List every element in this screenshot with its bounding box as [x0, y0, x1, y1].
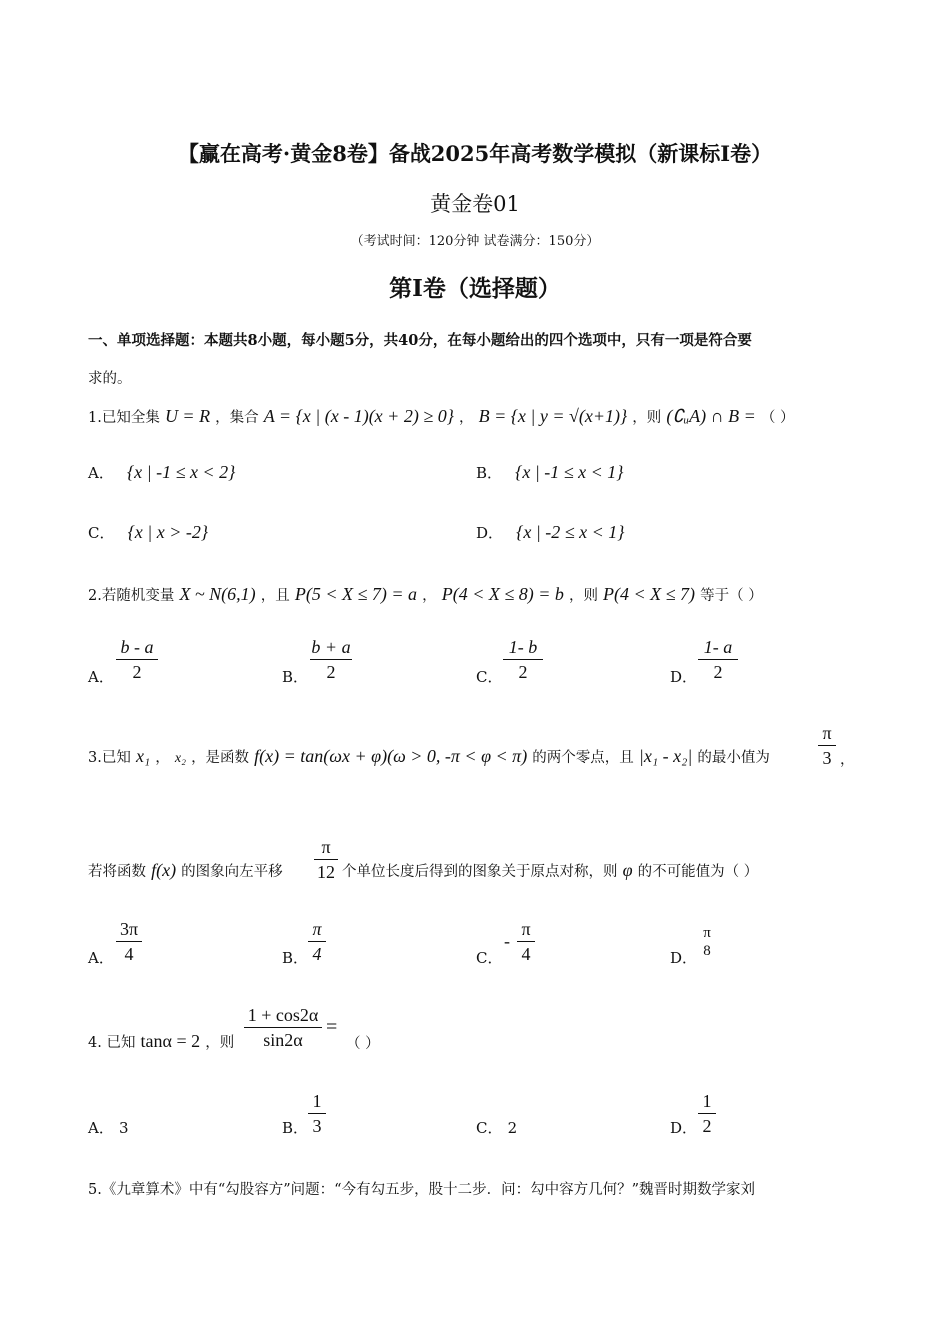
- fraction-denominator: 3: [312, 1116, 322, 1136]
- question-3-line2a: [88, 860, 283, 881]
- fraction-numerator: π: [321, 837, 331, 857]
- q3-x2: x₂: [174, 751, 186, 766]
- instructions-line1: 一、单项选择题：本题共8小题，每小题5分，共40分，在每小题给出的四个选项中，只有一项是符合要: [88, 332, 752, 349]
- fraction-denominator: 3: [822, 748, 832, 768]
- fraction-denominator: 12: [317, 862, 335, 882]
- q2-option-c-label[interactable]: C．: [476, 668, 503, 686]
- q4-equals: =: [326, 1016, 338, 1038]
- q4-option-b-label[interactable]: B．: [282, 1119, 309, 1137]
- q3-fx: f(x): [151, 860, 177, 880]
- question-3-line2b: [342, 860, 758, 881]
- option-label: C．: [88, 524, 115, 542]
- q3-option-a-label[interactable]: A．: [88, 949, 114, 967]
- q4-option-c[interactable]: [476, 1117, 517, 1138]
- option-value: 2: [507, 1119, 518, 1137]
- q1-option-b[interactable]: [476, 462, 623, 483]
- fraction-denominator: 4: [521, 944, 531, 964]
- q1-option-a[interactable]: [88, 462, 235, 483]
- q4-tail: （ ）: [346, 1036, 380, 1052]
- q1-set-b: B = {x | y = √(x+1)}: [478, 406, 628, 426]
- option-value: {x | -1 ≤ x < 1}: [515, 462, 624, 482]
- fraction-numerator: b + a: [311, 637, 351, 657]
- q4-prefix: 4. 已知: [88, 1035, 136, 1051]
- option-value: {x | -1 ≤ x < 2}: [126, 462, 236, 482]
- q2-mid1: ，且: [260, 588, 290, 604]
- paper-title: 【赢在高考·黄金8卷】备战2025年高考数学模拟（新课标I卷）: [177, 141, 773, 166]
- q3-line2-end: 的不可能值为（ ）: [637, 864, 759, 880]
- q3-mid3: 的最小值为: [697, 750, 770, 766]
- q4-fraction: [244, 1004, 322, 1051]
- q3-tail1: ，: [840, 752, 855, 768]
- q3-mid1: ，是函数: [191, 750, 250, 766]
- q2-option-c-fraction: [503, 636, 543, 683]
- fraction-denominator: 2: [132, 662, 142, 682]
- paper-subtitle: 黄金卷01: [430, 192, 520, 216]
- fraction-numerator: 1: [702, 1091, 712, 1111]
- q3-shift-fraction: [314, 836, 338, 883]
- q1-prefix: 1.已知全集: [88, 410, 160, 426]
- q3-line2-mid: 的图象向左平移: [181, 864, 283, 880]
- q4-mid: ，则: [205, 1035, 235, 1051]
- option-label: A．: [88, 1119, 114, 1137]
- q3-line2-prefix: 若将函数: [88, 864, 146, 880]
- q2-option-a-fraction: [116, 636, 158, 683]
- q2-prob-2: P(4 < X ≤ 8) = b: [441, 584, 564, 604]
- fraction-numerator: π: [312, 919, 322, 939]
- q3-option-c-sign: -: [504, 931, 510, 951]
- instructions-line2: 求的。: [88, 371, 132, 387]
- q4-option-d-fraction: [698, 1090, 716, 1137]
- q3-option-b-fraction: [308, 918, 326, 965]
- q2-option-a-label[interactable]: A．: [88, 668, 114, 686]
- q2-mid2: ，则: [568, 588, 598, 604]
- fraction-denominator: 2: [702, 1116, 712, 1136]
- q2-prob-1: P(5 < X ≤ 7) = a: [294, 584, 418, 604]
- fraction-denominator: 2: [713, 662, 723, 682]
- q4-option-a[interactable]: [88, 1117, 128, 1138]
- q1-option-d[interactable]: [476, 522, 624, 543]
- q3-mid2: 的两个零点，且: [532, 750, 634, 766]
- fraction-denominator: 2: [518, 662, 528, 682]
- fraction-numerator: 1- b: [508, 637, 538, 657]
- fraction-denominator: sin2α: [263, 1030, 303, 1050]
- option-label: A．: [88, 464, 114, 482]
- question-5: 5.《九章算术》中有“勾股容方”问题：“今有勾五步，股十二步．问：勾中容方几何？”魏晋时期数学家刘: [88, 1182, 755, 1198]
- q1-expression: (∁ᵤA) ∩ B =: [666, 406, 756, 426]
- fraction-denominator: 2: [326, 662, 336, 682]
- option-value: {x | x > -2}: [127, 522, 209, 542]
- exam-info: （考试时间：120分钟 试卷满分：150分）: [350, 234, 600, 249]
- fraction-numerator: 1: [312, 1091, 322, 1111]
- option-value: {x | -2 ≤ x < 1}: [516, 522, 625, 542]
- fraction-denominator: 4: [312, 944, 322, 964]
- fraction-numerator: b - a: [120, 637, 154, 657]
- question-2: [88, 584, 763, 605]
- q3-min-fraction: [818, 722, 836, 769]
- section-title: 第I卷（选择题）: [389, 275, 561, 302]
- q2-tail: 等于（ ）: [700, 588, 763, 604]
- option-label: B．: [476, 464, 503, 482]
- fraction-numerator: 1- a: [703, 637, 733, 657]
- q2-prefix: 2.若随机变量: [88, 588, 175, 604]
- q4-option-b-fraction: [308, 1090, 326, 1137]
- q3-option-c-label[interactable]: C．: [476, 949, 503, 967]
- q4-option-d-label[interactable]: D．: [670, 1119, 698, 1137]
- q1-mid2: ，则: [632, 410, 662, 426]
- q1-option-c[interactable]: [88, 522, 208, 543]
- q4-condition: tanα = 2: [140, 1031, 201, 1051]
- question-1: [88, 406, 794, 427]
- option-label: C．: [476, 1119, 503, 1137]
- q3-absdiff: |x₁ - x₂|: [638, 746, 693, 766]
- q3-x1: x₁: [135, 746, 151, 766]
- option-value: 3: [118, 1119, 129, 1137]
- q3-option-b-label[interactable]: B．: [282, 949, 309, 967]
- q3-phi: φ: [622, 860, 633, 880]
- q1-comma: ，: [458, 410, 474, 426]
- q2-option-d-fraction: [698, 636, 738, 683]
- fraction-numerator: π: [703, 925, 711, 941]
- question-3-line1: [88, 746, 770, 767]
- q3-prefix: 3.已知: [88, 750, 131, 766]
- q3-line2-tail: 个单位长度后得到的图象关于原点对称，则: [342, 864, 618, 880]
- fraction-numerator: π: [822, 723, 832, 743]
- fraction-denominator: 8: [703, 943, 711, 959]
- option-label: D．: [476, 524, 504, 542]
- question-4: [88, 1031, 234, 1052]
- q3-option-c-fraction: [517, 918, 535, 965]
- q2-prob-3: P(4 < X ≤ 7): [603, 584, 696, 604]
- q2-distribution: X ~ N(6,1): [179, 584, 256, 604]
- fraction-numerator: 1 + cos2α: [247, 1005, 319, 1025]
- q2-option-b-fraction: [310, 636, 352, 683]
- q1-set-a: A = {x | (x - 1)(x + 2) ≥ 0}: [263, 406, 454, 426]
- q2-option-d-label[interactable]: D．: [670, 668, 698, 686]
- q1-mid1: ，集合: [215, 410, 259, 426]
- q1-universe: U = R: [164, 406, 211, 426]
- q3-option-a-fraction: [116, 918, 142, 965]
- fraction-numerator: 3π: [119, 919, 139, 939]
- q1-tail: （ ）: [760, 410, 795, 426]
- fraction-denominator: 4: [124, 944, 134, 964]
- q3-comma: ，: [155, 750, 170, 766]
- q3-function: f(x) = tan(ωx + φ)(ω > 0, -π < φ < π): [254, 746, 528, 766]
- q3-option-d-fraction: [698, 924, 716, 960]
- q2-comma: ，: [422, 588, 437, 604]
- q3-option-d-label[interactable]: D．: [670, 949, 698, 967]
- fraction-numerator: π: [521, 919, 531, 939]
- q2-option-b-label[interactable]: B．: [282, 668, 309, 686]
